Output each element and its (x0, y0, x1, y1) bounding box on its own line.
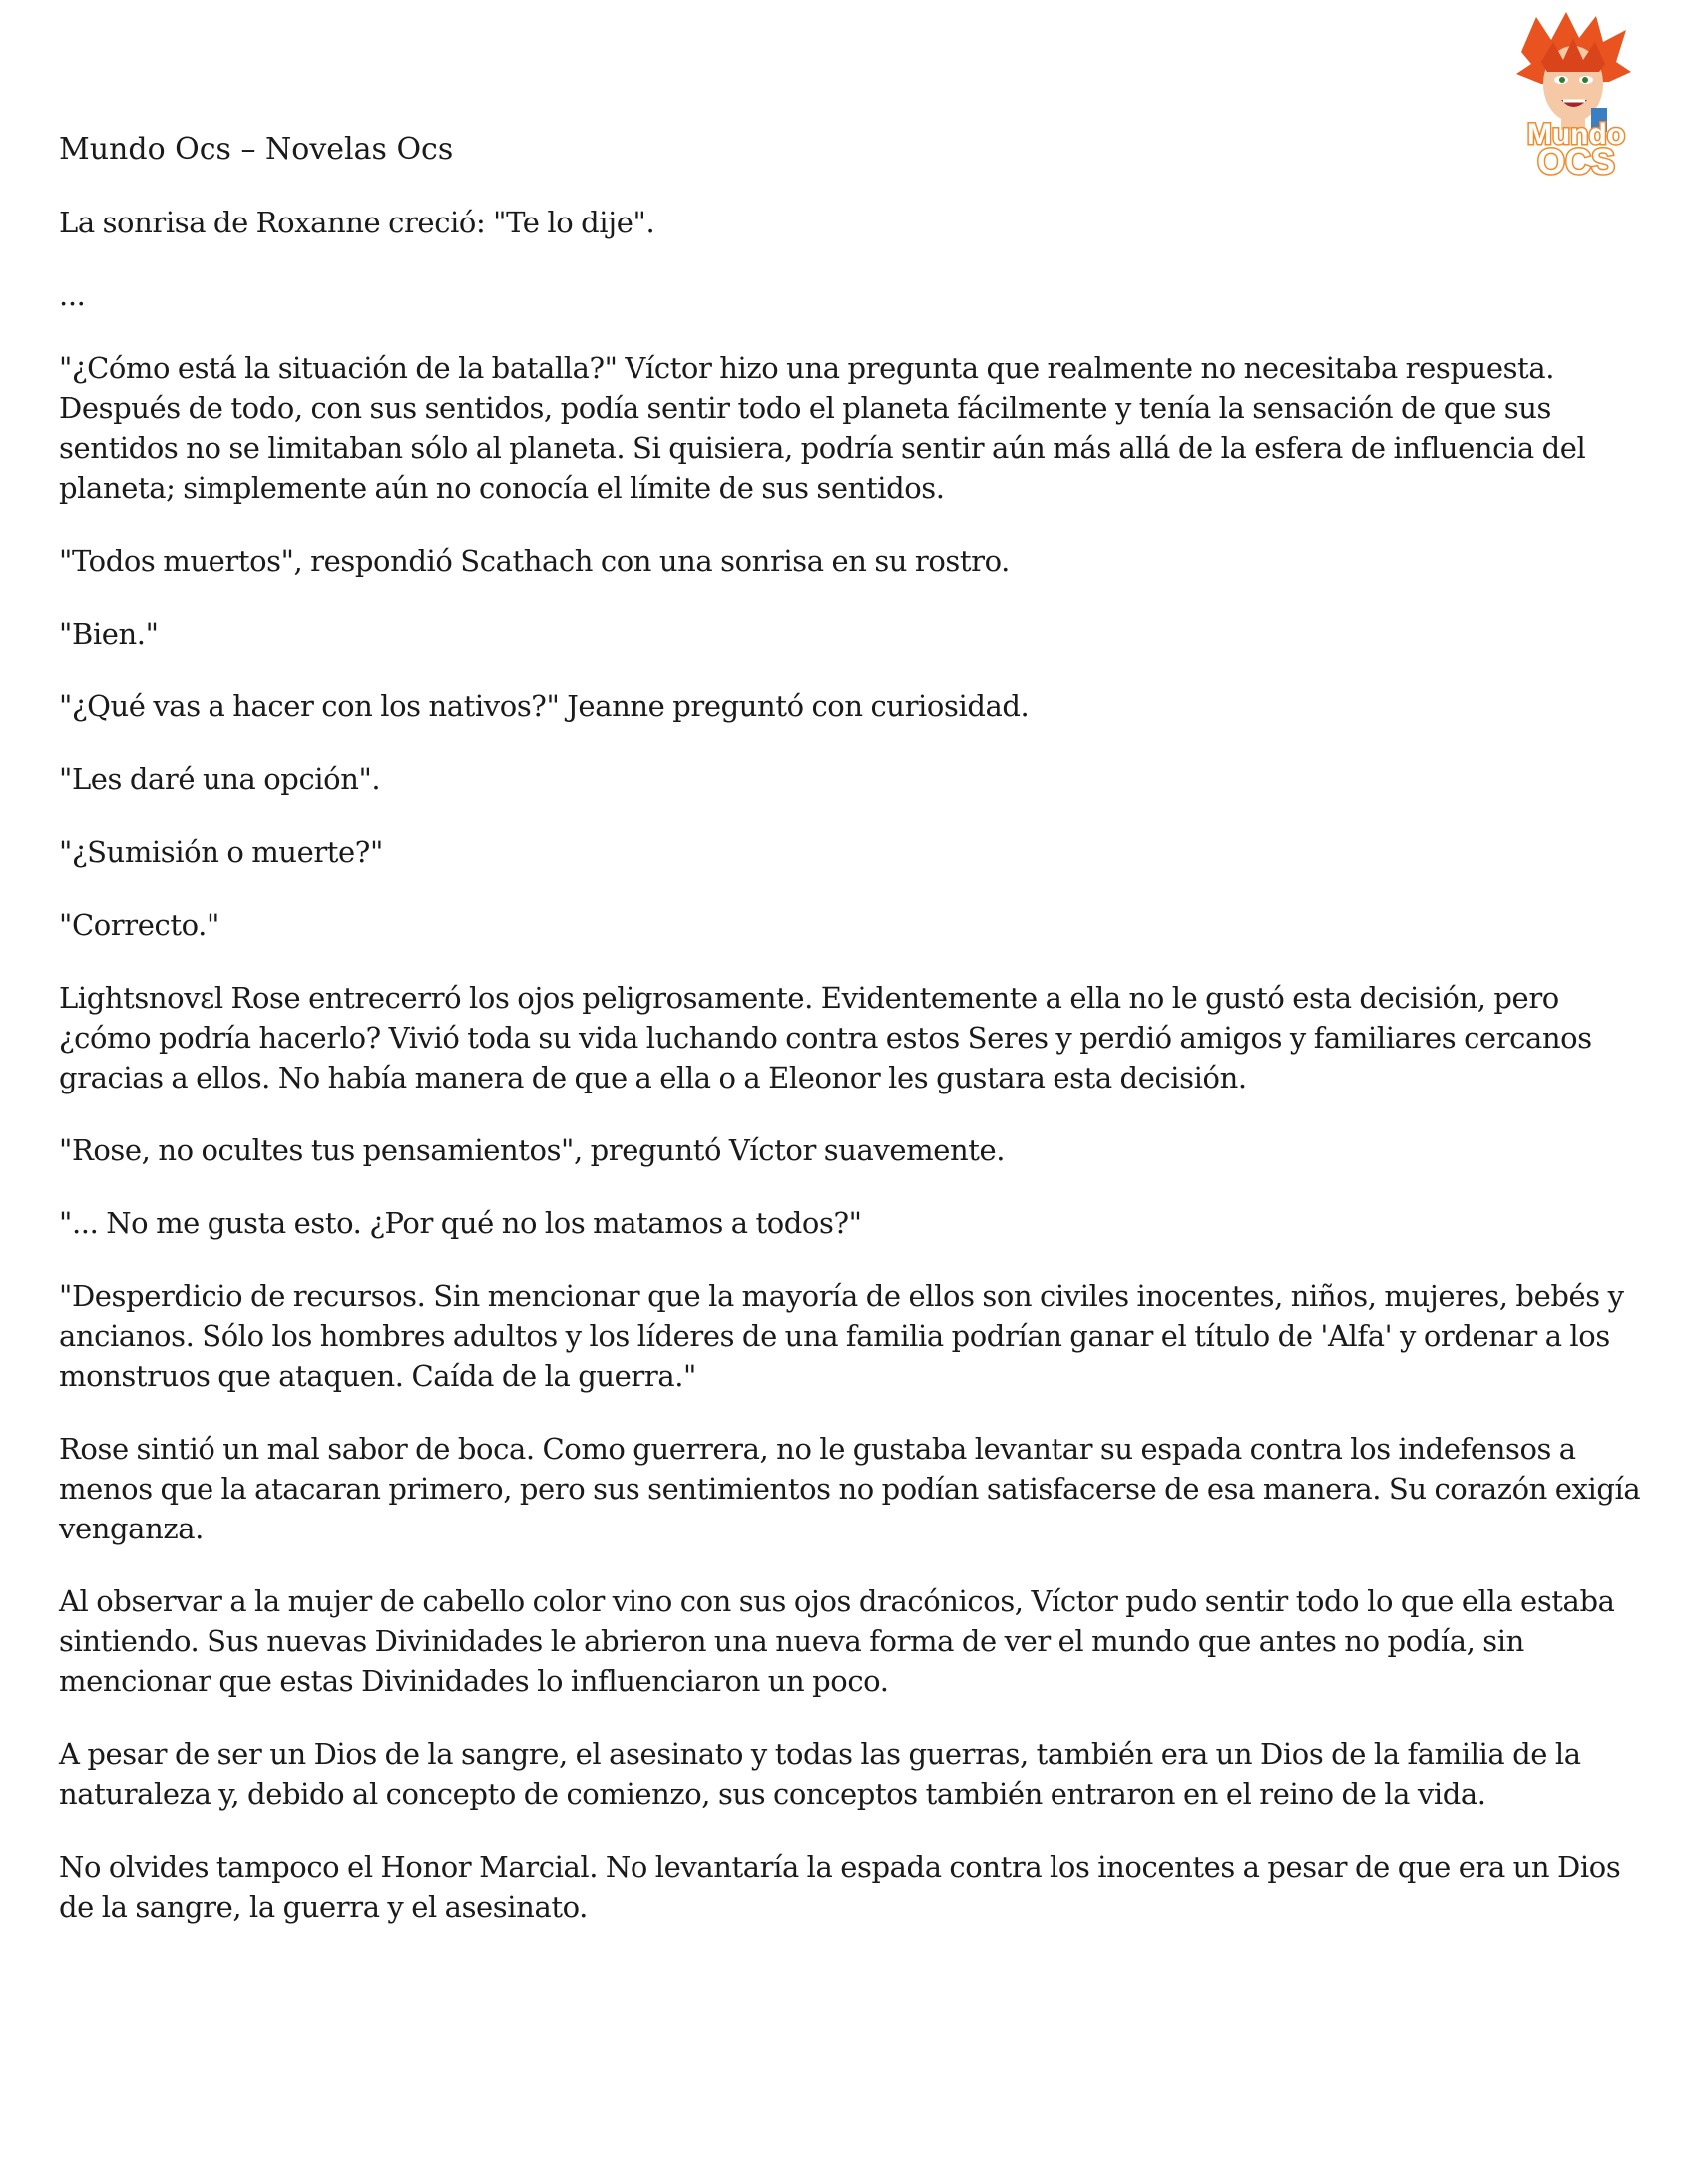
mascot-logo-icon (1491, 12, 1661, 182)
paragraph: "... No me gusta esto. ¿Por qué no los matamos a todos?" (59, 1206, 862, 1240)
svg-text:Mundo: Mundo (1526, 118, 1626, 151)
document-body (59, 203, 1645, 1960)
paragraph: La sonrisa de Roxanne creció: "Te lo dije". (59, 206, 655, 239)
svg-text:OCS: OCS (1536, 141, 1616, 182)
paragraph: No olvides tampoco el Honor Marcial. No levantaría la espada contra los inocentes a pesar de que era un Dios de la sangre, la guerra y el asesinato. (59, 1850, 1621, 1924)
paragraph: "¿Qué vas a hacer con los nativos?" Jeanne preguntó con curiosidad. (59, 689, 1030, 723)
paragraph: ... (59, 278, 86, 312)
paragraph: Lightsnovεl Rose entrecerró los ojos peligrosamente. Evidentemente a ella no le gustó esta decisión, pero ¿cómo podría hacerlo? Vivió toda su vida luchando contra estos Seres y perdió amigos y familiares cercanos gracias a ellos. No había manera de que a ella o a Eleonor les gustara esta decisión. (59, 981, 1592, 1094)
paragraph: "Correcto." (59, 908, 219, 942)
paragraph: Rose sintió un mal sabor de boca. Como guerrera, no le gustaba levantar su espada contra los indefensos a menos que la atacaran primero, pero sus sentimientos no podían satisfacerse de esa manera. Su corazón exigía venganza. (59, 1432, 1641, 1545)
paragraph: "Desperdicio de recursos. Sin mencionar que la mayoría de ellos son civiles inocentes, niños, mujeres, bebés y ancianos. Sólo los hombres adultos y los líderes de una familia podrían ganar el título de 'Alfa' y ordenar a los monstruos que ataquen. Caída de la guerra." (59, 1279, 1624, 1393)
paragraph: "Bien." (59, 617, 159, 651)
document-header: Mundo Ocs – Novelas Ocs (59, 132, 454, 167)
paragraph: Al observar a la mujer de cabello color vino con sus ojos dracónicos, Víctor pudo sentir todo lo que ella estaba sintiendo. Sus nuevas Divinidades le abrieron una nueva forma de ver el mundo que antes no podía, sin mencionar que estas Divinidades lo influenciaron un poco. (59, 1584, 1615, 1698)
paragraph: "Les daré una opción". (59, 762, 381, 796)
mundo-ocs-logo (1491, 12, 1661, 182)
paragraph: "Rose, no ocultes tus pensamientos", preguntó Víctor suavemente. (59, 1133, 1006, 1167)
paragraph: A pesar de ser un Dios de la sangre, el asesinato y todas las guerras, también era un Dios de la familia de la naturaleza y, debido al concepto de comienzo, sus conceptos también entraron en el reino de la vida. (59, 1737, 1581, 1811)
paragraph: "Todos muertos", respondió Scathach con una sonrisa en su rostro. (59, 544, 1010, 578)
paragraph: "¿Sumisión o muerte?" (59, 835, 383, 869)
paragraph: "¿Cómo está la situación de la batalla?" Víctor hizo una pregunta que realmente no necesitaba respuesta. Después de todo, con sus sentidos, podía sentir todo el planeta fácilmente y tenía la sensación de que sus sentidos no se limitaban sólo al planeta. Si quisiera, podría sentir aún más allá de la esfera de influencia del planeta; simplemente aún no conocía el límite de sus sentidos. (59, 351, 1586, 505)
